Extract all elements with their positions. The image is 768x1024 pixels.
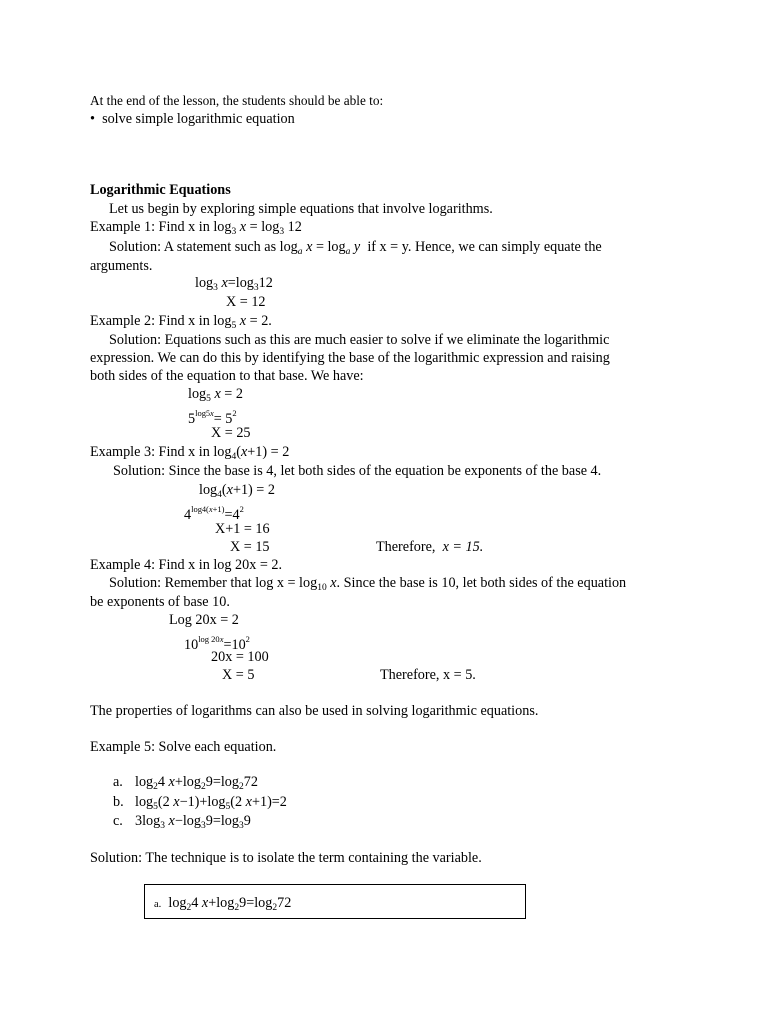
example-5-item-b: b. $\log_5(2$ $x-1)+\log_5(2$ x+1)=2 — [113, 794, 287, 812]
example-3-solution: Solution: Since the base is 4, let both sides of the equation be exponents of the base 4. — [113, 463, 602, 479]
objective-text: solve simple logarithmic equation — [102, 111, 295, 127]
example-2-label: Example 2: Find x in $\log_5 x = 2$. — [90, 313, 272, 331]
example-3-step-4: X = 15 — [230, 539, 270, 555]
example-2-step-2: $5^{log5x}= 5^2$ — [188, 408, 237, 427]
example-1-label: Example 1: Find x in $\log_3 x = \log_3 12$ — [90, 219, 302, 237]
example-3-answer: x = 15. — [442, 539, 484, 555]
example-5-label: Example 5: Solve each equation. — [90, 739, 277, 755]
example-4-step-2: $10^{log 20x}=10^2$ — [184, 634, 250, 653]
example-3-step-2: $4^{log4(x+1)}=4^2$ — [184, 504, 244, 523]
example-4-step-4: X = 5 — [222, 667, 255, 683]
solution-box-equation: a. $\log_24$ $x+\log_29=\log_272$ — [154, 895, 292, 913]
example-1-step-1: $\log_3 x=\log_312$ — [195, 275, 273, 293]
solution-5-text: Solution: The technique is to isolate the term containing the variable. — [90, 850, 482, 866]
objective-item — [90, 110, 295, 128]
properties-text: The properties of logarithms can also be used in solving logarithmic equations. — [90, 703, 539, 719]
example-4-solution-cont: be exponents of base 10. — [90, 594, 230, 610]
example-2-solution-line-1: Solution: Equations such as this are much easier to solve if we eliminate the logarithmic — [109, 332, 610, 348]
example-5-item-c: c. $3\log_3$ $x-\log_39=\log_39$ — [113, 813, 251, 831]
example-4-solution: Solution: Remember that $\log x = \log_{10} x$. Since the base is 10, let both sides of the equation — [109, 575, 627, 593]
example-4-step-3: 20x = 100 — [211, 649, 269, 665]
example-3-therefore: Therefore, x = 15. — [376, 539, 484, 555]
example-3-step-3: X+1 = 16 — [215, 521, 270, 537]
example-2-solution-line-3: both sides of the equation to that base. We have: — [90, 368, 364, 384]
section-title: Logarithmic Equations — [90, 182, 231, 198]
bullet: • — [90, 111, 95, 127]
example-1-solution-cont: arguments. — [90, 258, 153, 274]
example-3-step-1: $\log_4(x+1) = 2$ — [199, 482, 275, 500]
example-4-label: Example 4: Find x in log 20x = 2. — [90, 557, 283, 573]
example-2-step-3: X = 25 — [211, 425, 251, 441]
section-intro: Let us begin by exploring simple equations that involve logarithms. — [109, 201, 493, 217]
example-2-solution-line-2: expression. We can do this by identifying the base of the logarithmic expression and raising — [90, 350, 610, 366]
example-2-step-1: $\log_5 x = 2$ — [188, 386, 243, 404]
example-1-solution: Solution: A statement such as $\log_a x = \log_a y$ if x = y. Hence, we can simply equate the — [109, 239, 602, 257]
objectives-intro: At the end of the lesson, the students should be able to: — [90, 93, 384, 108]
example-1-step-2: X = 12 — [226, 294, 266, 310]
example-4-therefore: Therefore, x = 5. — [380, 667, 476, 683]
example-3-label: Example 3: Find x in $\log_4(x+1) = 2$ — [90, 444, 290, 462]
example-5-item-a: a. $\log_24$ $x+\log_29=\log_272$ — [113, 774, 258, 792]
example-4-step-1: Log 20x = 2 — [169, 612, 239, 628]
